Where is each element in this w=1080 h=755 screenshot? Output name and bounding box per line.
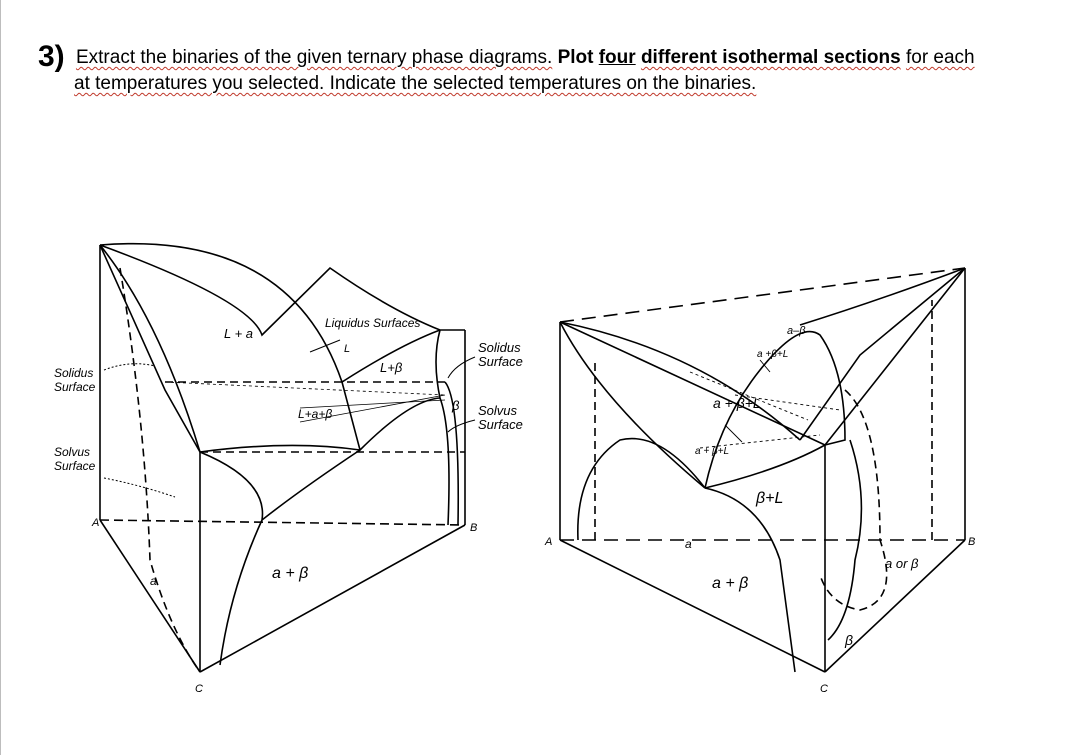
label-corner-c: C: [195, 683, 203, 695]
left-front-solvus-right: [262, 450, 360, 520]
question-emphasis-plot: Plot: [557, 47, 594, 68]
label-beta: β: [845, 632, 853, 648]
label-l-plus-beta: L+β: [380, 360, 403, 375]
left-pointer: [104, 364, 155, 370]
label-solvus-surface-right-2: Surface: [478, 417, 523, 432]
right-alpha-solvus: [578, 439, 705, 540]
label-alpha: a: [150, 574, 157, 588]
label-l-alpha-beta: L+a+β: [298, 407, 333, 421]
left-solidus-front: [100, 245, 200, 452]
question-emphasis-sections: different isothermal sections: [640, 47, 901, 68]
label-beta-l: β+L: [756, 490, 784, 507]
label-solidus-surface-left-1: Solidus: [54, 366, 94, 380]
label-alpha-or-beta: a or β: [885, 556, 919, 571]
label-corner-b: B: [968, 536, 976, 548]
right-tie-line: [725, 425, 742, 442]
left-pointer: [448, 357, 475, 378]
left-eutectic-valley: [342, 382, 440, 450]
label-l-plus-alpha: L + a: [224, 326, 254, 341]
right-top-back: [560, 268, 965, 322]
label-alpha-plus-beta: a + β: [272, 565, 309, 582]
right-liquidus-back: [800, 268, 965, 325]
left-beta-solidus: [436, 330, 449, 525]
left-tie-line: [165, 382, 445, 395]
label-solidus-surface-right-1: Solidus: [478, 340, 521, 355]
left-base-ab: [100, 520, 465, 525]
left-pointer: [104, 478, 175, 497]
label-alpha-beta-l-low: a + β+L: [695, 446, 730, 457]
left-pointer: [448, 420, 475, 432]
left-liquidus-front: [100, 245, 200, 452]
question-emphasis-four: four: [598, 47, 636, 68]
label-solidus-surface-right-2: Surface: [478, 354, 523, 369]
label-corner-c: C: [820, 683, 828, 695]
left-eutectic-front: [200, 445, 360, 452]
label-beta: β: [452, 398, 460, 413]
right-solidus-front: [560, 322, 800, 440]
label-solidus-surface-left-2: Surface: [54, 380, 96, 394]
left-base-cb: [200, 525, 465, 672]
right-base-ac: [560, 540, 825, 672]
label-alpha-beta-l-mid: a + β+L: [713, 395, 761, 411]
left-front-solvus: [200, 452, 262, 665]
label-corner-b: B: [470, 522, 478, 534]
label-corner-a: A: [545, 536, 553, 548]
left-liquidus-alpha: [100, 244, 342, 382]
label-alpha-beta-l-small: a +β+L: [757, 349, 789, 360]
right-liquidus-front: [800, 268, 965, 440]
label-alpha: a: [685, 537, 692, 551]
label-corner-a: A: [92, 517, 100, 529]
left-labels: [54, 316, 523, 695]
question-line-2: at temperatures you selected. Indicate the selected temperatures on the binaries.: [74, 73, 757, 94]
left-ternary-diagram: [100, 244, 478, 672]
question-number: 3): [38, 40, 65, 73]
label-solvus-surface-right-1: Solvus: [478, 403, 518, 418]
label-solvus-surface-left-1: Solvus: [54, 445, 91, 459]
right-ternary-diagram: [560, 268, 965, 672]
right-top-cb: [825, 268, 965, 445]
question-part: for each: [905, 47, 975, 68]
label-liquidus-surfaces: Liquidus Surfaces: [325, 316, 421, 330]
right-tie-line: [760, 360, 770, 372]
question-part: Extract the binaries of the given ternary phase diagrams.: [75, 47, 553, 68]
label-alpha-beta-top: a–β: [787, 325, 806, 337]
label-alpha-plus-beta: a + β: [712, 575, 749, 592]
label-l: L: [344, 343, 351, 355]
label-solvus-surface-left-2: Surface: [54, 459, 96, 473]
